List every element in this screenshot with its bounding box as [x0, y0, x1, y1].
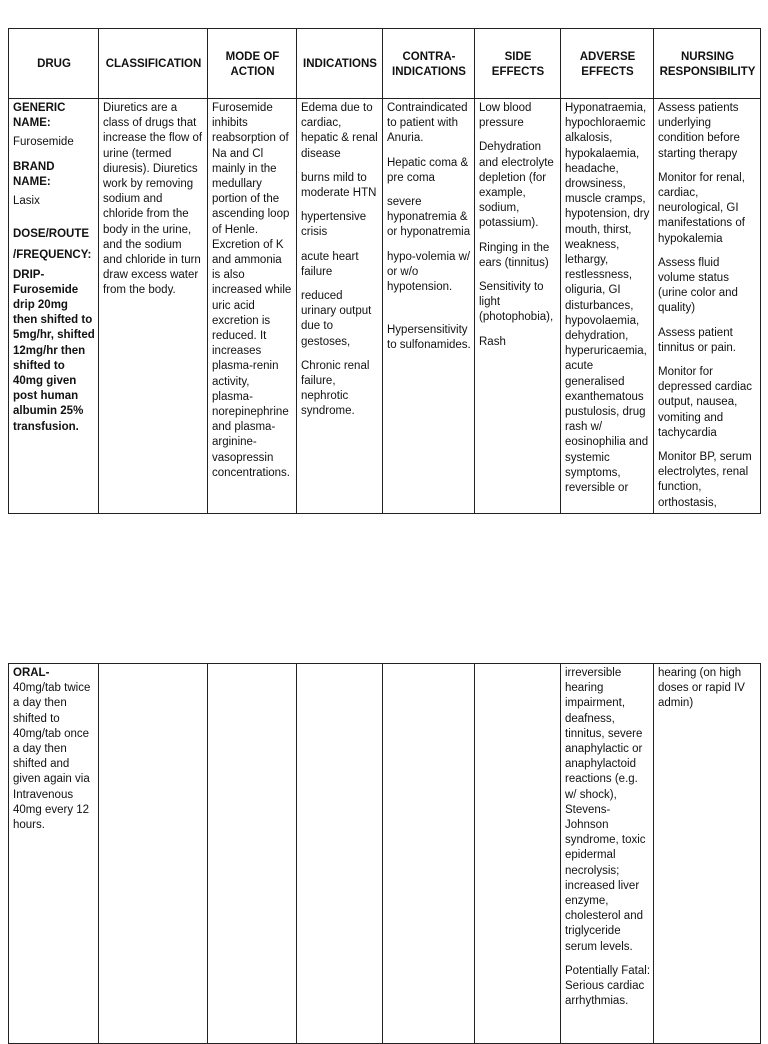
- generic-name-label: GENERIC NAME:: [13, 102, 66, 130]
- brand-name-value: Lasix: [13, 195, 40, 208]
- contraindications-cell-continued: [383, 664, 475, 1044]
- side-effect-item: Low blood pressure: [479, 102, 532, 130]
- drug-cell-continued: [9, 664, 99, 1044]
- drug-row: [9, 99, 761, 514]
- frequency-label: /FREQUENCY:: [13, 249, 92, 262]
- generic-name-value: Furosemide: [13, 136, 74, 149]
- header-nursing-responsibility: NURSING RESPONSIBILITY: [654, 29, 761, 99]
- classification-cell-continued: [99, 664, 208, 1044]
- header-contraindications: CONTRA-INDICATIONS: [383, 29, 475, 99]
- side-effects-cell: [475, 99, 561, 514]
- contraindication-item: severe hyponatremia & or hyponatremia: [387, 196, 471, 239]
- side-effect-item: Dehydration and electrolyte depletion (for example, sodium, potassium).: [479, 141, 554, 230]
- drip-dose: DRIP- Furosemide drip 20mg then shifted to 5mg/hr, shifted 12mg/hr then shifted to 40mg given post human albumin 25% transfusion.: [13, 268, 95, 433]
- nursing-item: Monitor for depressed cardiac output, nausea, vomiting and tachycardia: [658, 366, 752, 439]
- side-effect-item: Sensitivity to light (photophobia),: [479, 281, 554, 324]
- indication-item: Chronic renal failure, nephrotic syndrome.: [301, 359, 370, 418]
- indications-cell: [297, 99, 383, 514]
- drug-study-table-page-2: [8, 663, 761, 1044]
- contraindication-item: hypo-volemia w/ or w/o hypotension.: [387, 250, 471, 294]
- indication-item: burns mild to moderate HTN: [301, 171, 377, 200]
- mode-of-action-cell-continued: [208, 664, 297, 1044]
- header-classification: CLASSIFICATION: [99, 29, 208, 99]
- indication-item: acute heart failure: [301, 250, 359, 278]
- header-indications: INDICATIONS: [297, 29, 383, 99]
- contraindication-item: Hypersensitivity to sulfonamides.: [387, 324, 471, 352]
- mode-of-action-cell: Furosemide inhibits reabsorption of Na and Cl mainly in the medullary portion of the ascending loop of Henle. Excretion of K and ammonia is also increased while uric acid excretion is reduced. It increases plasma-renin activity, plasma-norepinephrine and plasma-arginine-vasopressin concentrations.: [208, 99, 297, 514]
- contraindication-item: Contraindicated to patient with Anuria.: [387, 102, 468, 145]
- header-side-effects: SIDE EFFECTS: [475, 29, 561, 99]
- header-adverse-effects: ADVERSE EFFECTS: [561, 29, 654, 99]
- contraindication-item: Hepatic coma & pre coma: [387, 156, 469, 184]
- side-effects-cell-continued: [475, 664, 561, 1044]
- nursing-item: Assess patient tinnitus or pain.: [658, 326, 736, 354]
- oral-dose: 40mg/tab twice a day then shifted to 40mg/tab once a day then shifted and given again via Intravenous 40mg every 12 hours.: [13, 682, 91, 832]
- nursing-item: Monitor BP, serum electrolytes, renal function, orthostasis,: [658, 451, 752, 509]
- indications-cell-continued: [297, 664, 383, 1044]
- brand-name-label: BRAND NAME:: [13, 160, 55, 188]
- side-effect-item: Ringing in the ears (tinnitus): [479, 241, 550, 269]
- adverse-effects-cell-continued: [561, 664, 654, 1044]
- header-mode-of-action: MODE OF ACTION: [208, 29, 297, 99]
- indication-item: hypertensive crisis: [301, 211, 367, 239]
- nursing-item: Assess patients underlying condition before starting therapy: [658, 102, 740, 160]
- indication-item: Edema due to cardiac, hepatic & renal disease: [301, 102, 378, 160]
- drug-study-table-page-1: [8, 28, 761, 514]
- nursing-responsibility-cell: [654, 99, 761, 514]
- side-effect-item: Rash: [479, 335, 506, 348]
- contraindications-cell: [383, 99, 475, 514]
- classification-cell: Diuretics are a class of drugs that increase the flow of urine (termed diuresis). Diuretics work by removing sodium and chloride from the body in the urine, and the sodium and chloride in turn draw excess water from the body.: [99, 99, 208, 514]
- header-drug: DRUG: [9, 29, 99, 99]
- nursing-responsibility-cell-continued: hearing (on high doses or rapid IV admin): [654, 664, 761, 1044]
- dose-route-label: DOSE/ROUTE: [13, 228, 90, 241]
- drug-cell: [9, 99, 99, 514]
- drug-row-continued: [9, 664, 761, 1044]
- header-row: [9, 29, 761, 99]
- nursing-item: Assess fluid volume status (urine color and quality): [658, 256, 738, 315]
- potentially-fatal-text: Potentially Fatal: Serious cardiac arrhythmias.: [565, 964, 651, 1008]
- nursing-item: Monitor for renal, cardiac, neurological, GI manifestations of hypokalemia: [658, 171, 745, 245]
- adverse-effects-cell: Hyponatraemia, hypochloraemic alkalosis, hypokalaemia, headache, drowsiness, muscle cramps, hypotension, dry mouth, thirst, weakness, lethargy, restlessness, oliguria, GI disturbances, hypovolaemia, dehydration, hyperuricaemia, acute generalised exanthematous pustulosis, drug rash w/ eosinophilia and systemic symptoms, reversible or: [561, 99, 654, 514]
- adverse-effects-text: irreversible hearing impairment, deafness, tinnitus, severe anaphylactic or anaphylactoid reactions (e.g. w/ shock), Stevens-Johnson syndrome, toxic epidermal necrolysis; increased liver enzyme, cholesterol and triglyceride serum levels.: [565, 667, 646, 953]
- oral-label: ORAL-: [13, 667, 50, 679]
- indication-item: reduced urinary output due to gestoses,: [301, 290, 372, 348]
